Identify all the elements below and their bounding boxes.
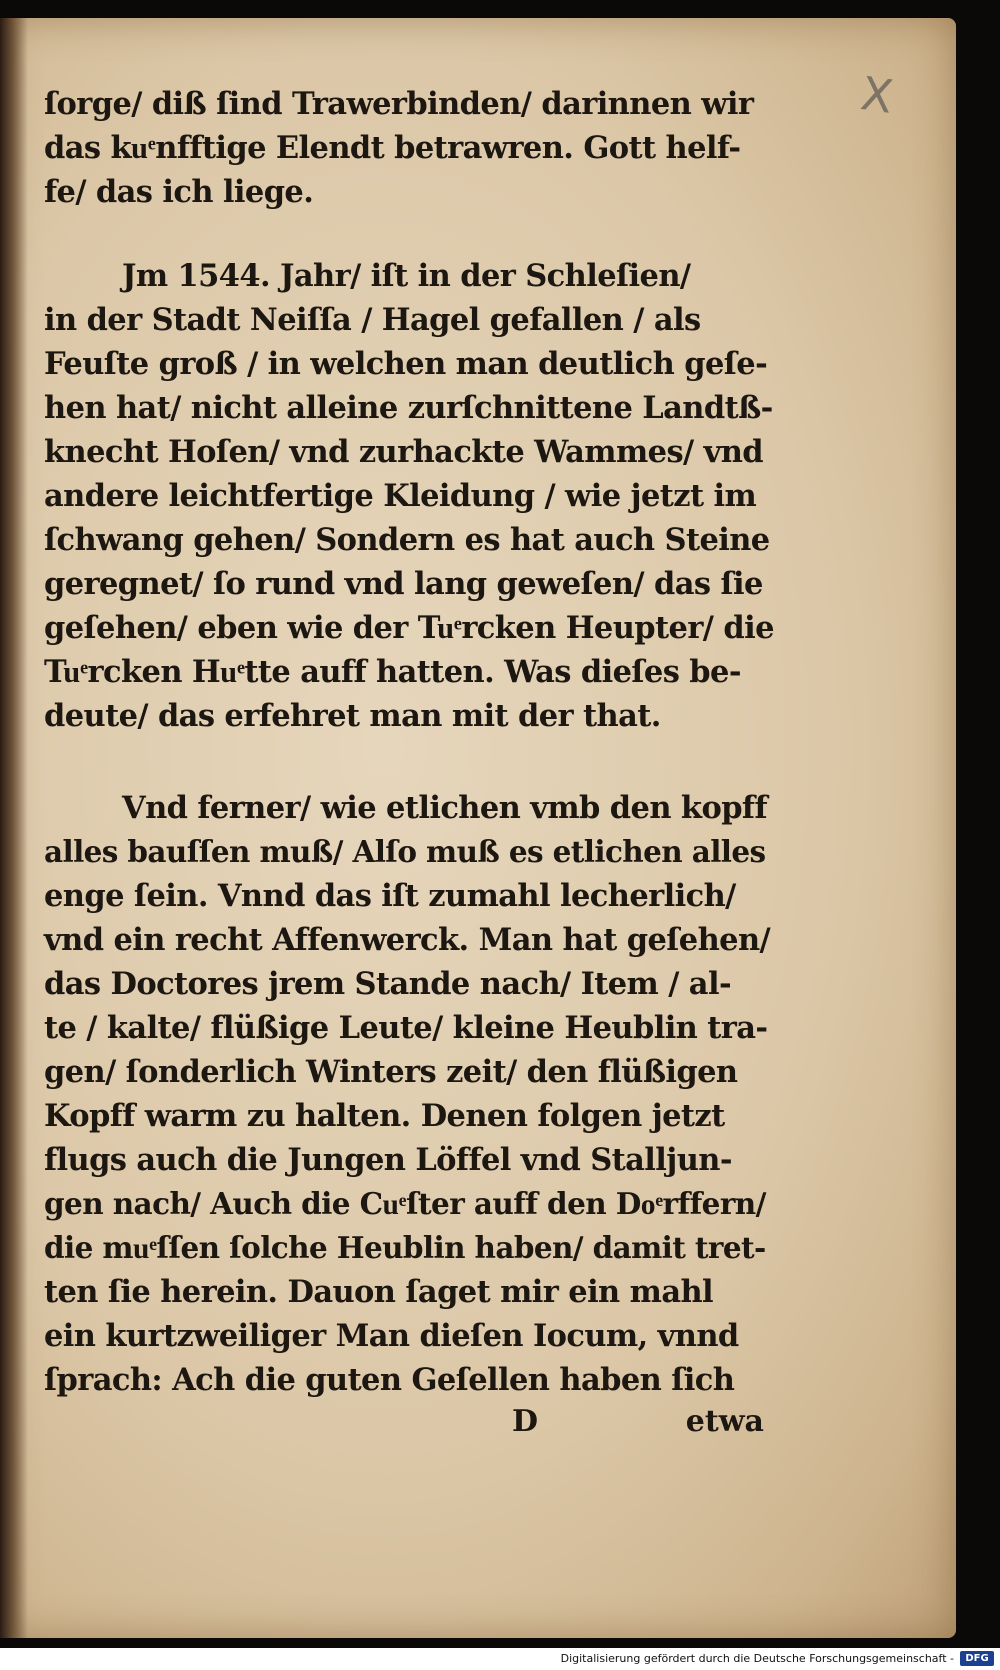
text-line: das Doctores jrem Stande nach/ Item / al- bbox=[44, 966, 731, 1002]
catchword: etwa bbox=[685, 1404, 764, 1439]
page-footer-line bbox=[44, 1400, 774, 1444]
text-line: Tuͤrcken Huͤtte auff hatten. Was dieſes be- bbox=[44, 654, 741, 690]
text-line: flugs auch die Jungen Löffel vnd Stalljun- bbox=[44, 1142, 732, 1178]
text-line: Jm 1544. Jahr/ iſt in der Schleſien/ bbox=[122, 258, 691, 294]
page-text bbox=[44, 82, 774, 1402]
text-line: andere leichtfertige Kleidung / wie jetzt im bbox=[44, 478, 757, 514]
text-line: ſchwang gehen/ Sondern es hat auch Steine bbox=[44, 522, 770, 558]
text-line: Feuſte groß / in welchen man deutlich geſe- bbox=[44, 346, 768, 382]
paragraph-spacer bbox=[44, 214, 774, 254]
text-line: enge ſein. Vnnd das iſt zumahl lecherlich/ bbox=[44, 878, 736, 914]
text-line: vnd ein recht Affenwerck. Man hat geſehen/ bbox=[44, 922, 771, 958]
text-line: alles bauſſen muß/ Alſo muß es etlichen alles bbox=[44, 834, 766, 869]
text-line: die muͤſſen ſolche Heublin haben/ damit tret- bbox=[44, 1230, 766, 1265]
paragraph-spacer bbox=[44, 738, 774, 786]
text-line: das kuͤnfftige Elendt betrawren. Gott helf- bbox=[44, 130, 741, 166]
text-line: Kopff warm zu halten. Denen folgen jetzt bbox=[44, 1098, 725, 1134]
text-line: hen hat/ nicht alleine zurſchnittene Landtß- bbox=[44, 390, 773, 426]
paragraph-3 bbox=[44, 786, 774, 1402]
digitization-footer bbox=[0, 1648, 1000, 1670]
dfg-credit-text: Digitalisierung gefördert durch die Deutsche Forschungsgemeinschaft - bbox=[560, 1652, 954, 1665]
text-line: ten ſie herein. Dauon ſaget mir ein mahl bbox=[44, 1274, 714, 1310]
text-line: geregnet/ ſo rund vnd lang geweſen/ das ſie bbox=[44, 566, 763, 602]
text-line: geſehen/ eben wie der Tuͤrcken Heupter/ die bbox=[44, 610, 774, 646]
text-line: ein kurtzweiliger Man dieſen Iocum, vnnd bbox=[44, 1318, 739, 1354]
text-line: gen nach/ Auch die Cuͤſter auff den Doͤrffern/ bbox=[44, 1186, 766, 1221]
text-line: Vnd ferner/ wie etlichen vmb den kopff bbox=[122, 790, 767, 826]
text-line: fe/ das ich liege. bbox=[44, 174, 314, 210]
text-line: deute/ das erfehret man mit der that. bbox=[44, 698, 661, 734]
text-line: ſprach: Ach die guten Geſellen haben ſich bbox=[44, 1362, 735, 1398]
text-line: in der Stadt Neiſſa / Hagel gefallen / als bbox=[44, 302, 701, 338]
text-line: gen/ ſonderlich Winters zeit/ den flüßigen bbox=[44, 1054, 738, 1090]
page-gutter bbox=[0, 18, 28, 1638]
dfg-logo-icon: DFG bbox=[960, 1651, 994, 1666]
signature-mark: D bbox=[512, 1404, 539, 1439]
margin-mark: X bbox=[857, 66, 897, 124]
text-line: knecht Hoſen/ vnd zurhackte Wammes/ vnd bbox=[44, 434, 764, 470]
text-line: ſorge/ diß ſind Trawerbinden/ darinnen wir bbox=[44, 86, 754, 122]
paragraph-1 bbox=[44, 82, 774, 214]
text-line: te / kalte/ flüßige Leute/ kleine Heublin tra- bbox=[44, 1010, 768, 1046]
paragraph-2 bbox=[44, 254, 774, 738]
